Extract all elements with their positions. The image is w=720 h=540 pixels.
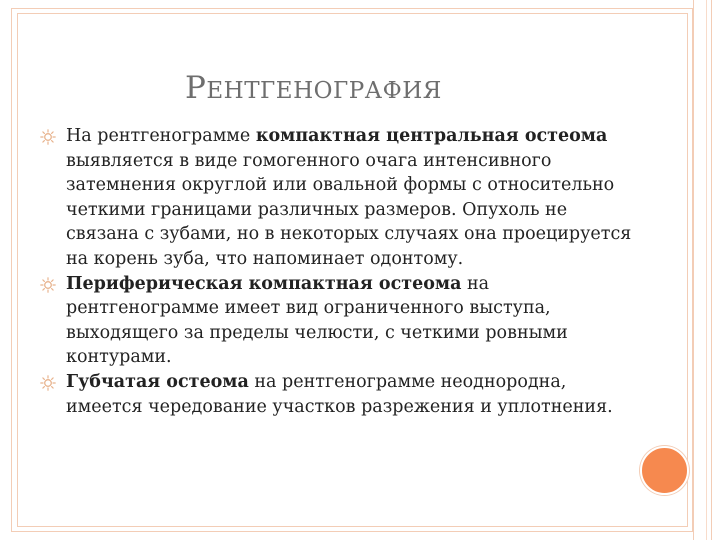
decorative-orange-circle: [640, 446, 689, 495]
bullet-text-plain: на рентгенограмме неоднородна, имеется чередование участков разрежения и уплотнения.: [66, 371, 613, 417]
bullet-item: [40, 272, 640, 370]
decorative-right-line: [711, 0, 712, 540]
bullet-text-bold: Периферическая компактная остеома: [66, 273, 462, 294]
bullet-list: [40, 124, 640, 419]
bullet-item: [40, 124, 640, 272]
bullet-text-plain: выявляется в виде гомогенного очага интенсивного затемнения округлой или овальной формы с относительно четкими границами различных размеров. Опухоль не связана с зубами, но в некоторых случаях она проецируется на корень зуба, что напоминает одонтому.: [66, 150, 632, 269]
bullet-text-plain: На рентгенограмме: [66, 126, 256, 146]
bullet-item: [40, 370, 640, 419]
sun-bullet-icon: [40, 375, 56, 391]
bullet-text-bold: компактная центральная остеома: [255, 126, 608, 146]
slide-title-rest: ЕНТГЕНОГРАФИЯ: [206, 78, 442, 104]
sun-bullet-icon: [40, 129, 56, 145]
slide-title: [185, 70, 442, 106]
decorative-right-line: [706, 0, 707, 540]
bullet-text-plain: на рентгенограмме имеет вид ограниченного выступа, выходящего за пределы челюсти, с четкими ровными контурами.: [66, 273, 568, 368]
bullet-text-bold: Губчатая остеома: [66, 371, 249, 392]
slide-title-first-letter: Р: [185, 70, 207, 106]
sun-bullet-icon: [40, 277, 56, 293]
